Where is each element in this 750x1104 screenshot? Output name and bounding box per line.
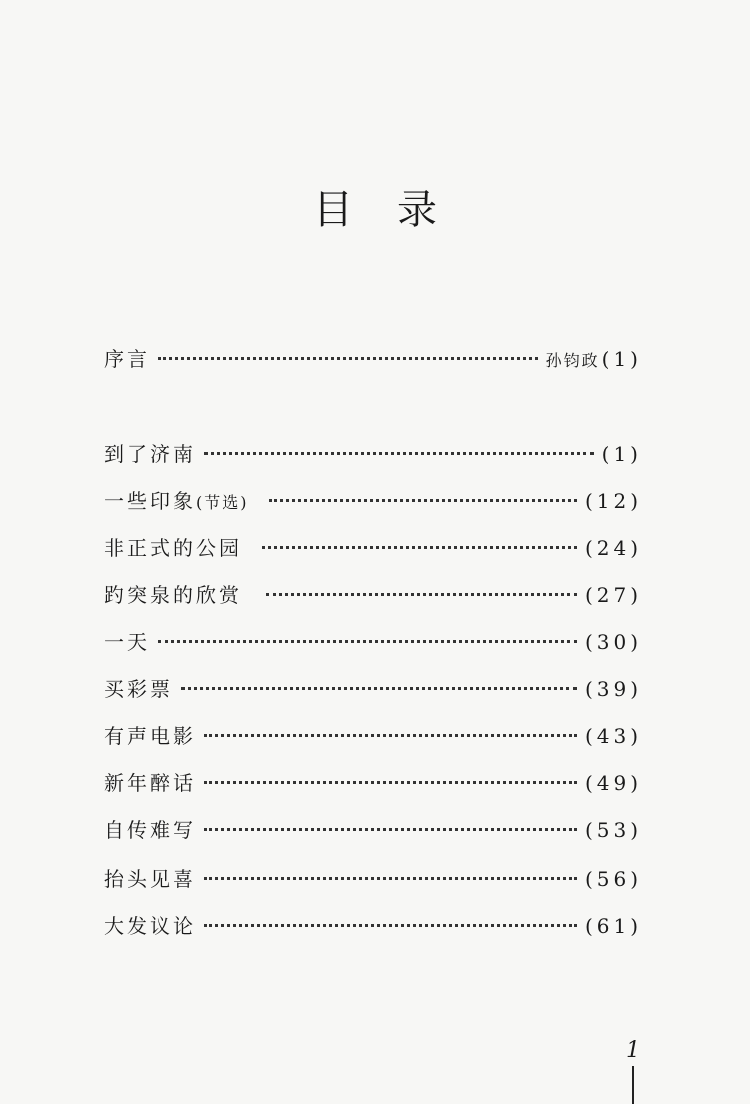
dot-leader [204, 877, 577, 880]
toc-entry-title: 有声电影 [104, 724, 196, 748]
toc-entry-page: (24) [584, 536, 642, 560]
toc-entry-preface[interactable] [104, 346, 642, 374]
toc-entry-title: 趵突泉的欣赏 [104, 583, 242, 607]
toc-entry-title: 大发议论 [104, 914, 196, 938]
dot-leader [204, 452, 594, 455]
toc-entry-title-text: 一些印象 [104, 489, 196, 513]
toc-entry-title: 一天 [104, 630, 150, 654]
toc-entry-title: 非正式的公园 [104, 536, 242, 560]
toc-entry[interactable] [104, 770, 642, 796]
toc-entry-title: 自传难写 [104, 818, 196, 842]
toc-entry-author: 孙钧政 [545, 351, 600, 370]
dot-leader [158, 640, 577, 643]
dot-leader [181, 687, 577, 690]
toc-entry-page: (1) [601, 347, 642, 371]
toc-entry-page: (53) [584, 818, 642, 842]
page-title: 目录 [313, 187, 481, 233]
toc-entry-title: 序言 [104, 347, 150, 371]
toc-entry-page: (61) [584, 914, 642, 938]
toc-entry[interactable] [104, 441, 642, 467]
toc-entry-title: 买彩票 [104, 677, 173, 701]
toc-entry-title: 新年醉话 [104, 771, 196, 795]
toc-entry[interactable] [104, 913, 642, 939]
toc-entry[interactable] [104, 817, 642, 843]
toc-entry[interactable] [104, 723, 642, 749]
toc-entry-page: (1) [601, 442, 642, 466]
toc-entry-page: (49) [584, 771, 642, 795]
dot-leader [204, 781, 577, 784]
toc-entry[interactable] [104, 582, 642, 608]
toc-entry[interactable] [104, 676, 642, 702]
toc-entry-title: 到了济南 [104, 442, 196, 466]
toc-entry-page: (30) [584, 630, 642, 654]
toc-entry[interactable] [104, 488, 642, 516]
toc-entry-title: 抬头见喜 [104, 867, 196, 891]
toc-entry-page: (39) [584, 677, 642, 701]
dot-leader [269, 499, 577, 502]
toc-entry[interactable] [104, 866, 642, 892]
toc-entry-title [104, 488, 249, 516]
dot-leader [204, 734, 577, 737]
dot-leader [204, 924, 577, 927]
toc-entry-page: (12) [584, 489, 642, 513]
dot-leader [158, 357, 538, 360]
toc-entry[interactable] [104, 535, 642, 561]
dot-leader [262, 546, 577, 549]
folio-rule [632, 1066, 634, 1104]
dot-leader [204, 828, 577, 831]
toc-entry-page: (27) [584, 583, 642, 607]
toc-entry-page: (56) [584, 867, 642, 891]
toc-entry-note: (节选) [196, 493, 249, 512]
dot-leader [266, 593, 577, 596]
toc-entry-page: (43) [584, 724, 642, 748]
page-number: 1 [626, 1038, 640, 1063]
toc-entry[interactable] [104, 629, 642, 655]
